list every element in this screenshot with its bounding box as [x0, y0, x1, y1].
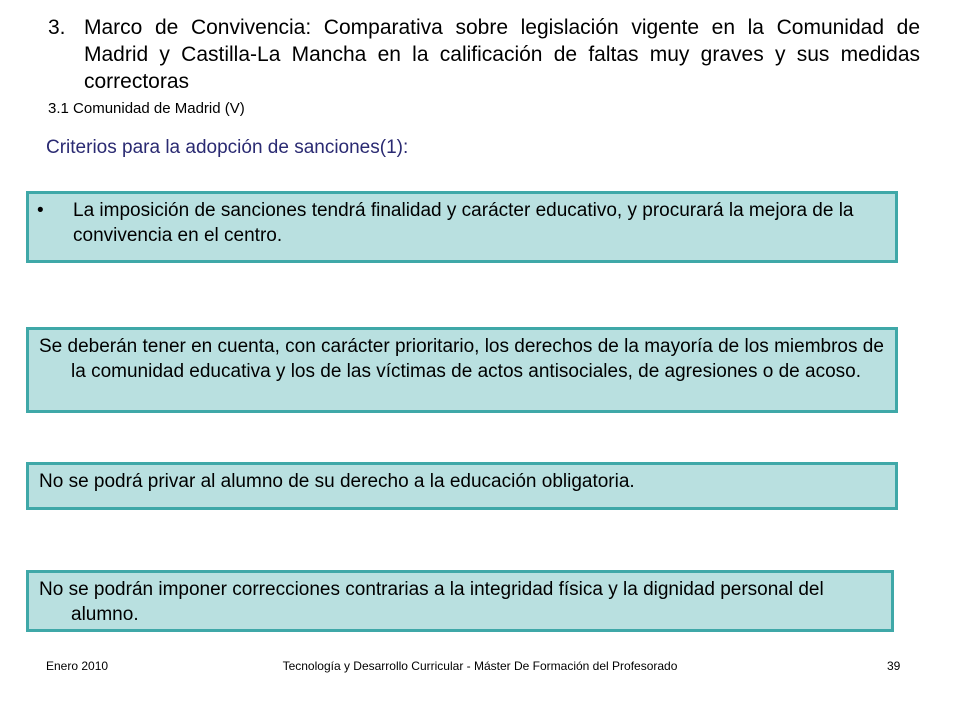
criteria-box-2 [26, 327, 898, 413]
heading-text: Marco de Convivencia: Comparativa sobre legislación vigente en la Comunidad de Madrid y Castilla-La Mancha en la calificación de faltas muy graves y sus medidas correctoras [84, 16, 920, 93]
criteria-title: Criterios para la adopción de sanciones(1): [46, 137, 409, 158]
criteria-text-2: Se deberán tener en cuenta, con carácter prioritario, los derechos de la mayoría de los miembros de la comunidad educativa y los de las víctimas de actos antisociales, de agresiones o de acoso. [39, 336, 884, 382]
criteria-text-1: La imposición de sanciones tendrá finalidad y carácter educativo, y procurará la mejora de la convivencia en el centro. [73, 200, 854, 246]
slide-heading [48, 14, 920, 95]
footer-date: Enero 2010 [46, 659, 109, 673]
footer-title: Tecnología y Desarrollo Curricular - Máster De Formación del Profesorado [282, 659, 678, 673]
criteria-box-1 [26, 191, 898, 263]
subheading: 3.1 Comunidad de Madrid (V) [48, 100, 245, 117]
heading-number: 3. [48, 16, 66, 39]
criteria-text-3: No se podrá privar al alumno de su derecho a la educación obligatoria. [39, 471, 635, 492]
page-number: 39 [887, 659, 901, 673]
criteria-box-4 [26, 570, 894, 632]
criteria-box-3 [26, 462, 898, 510]
bullet-marker: • [37, 200, 44, 221]
criteria-text-4: No se podrán imponer correcciones contrarias a la integridad física y la dignidad personal del alumno. [39, 579, 824, 625]
